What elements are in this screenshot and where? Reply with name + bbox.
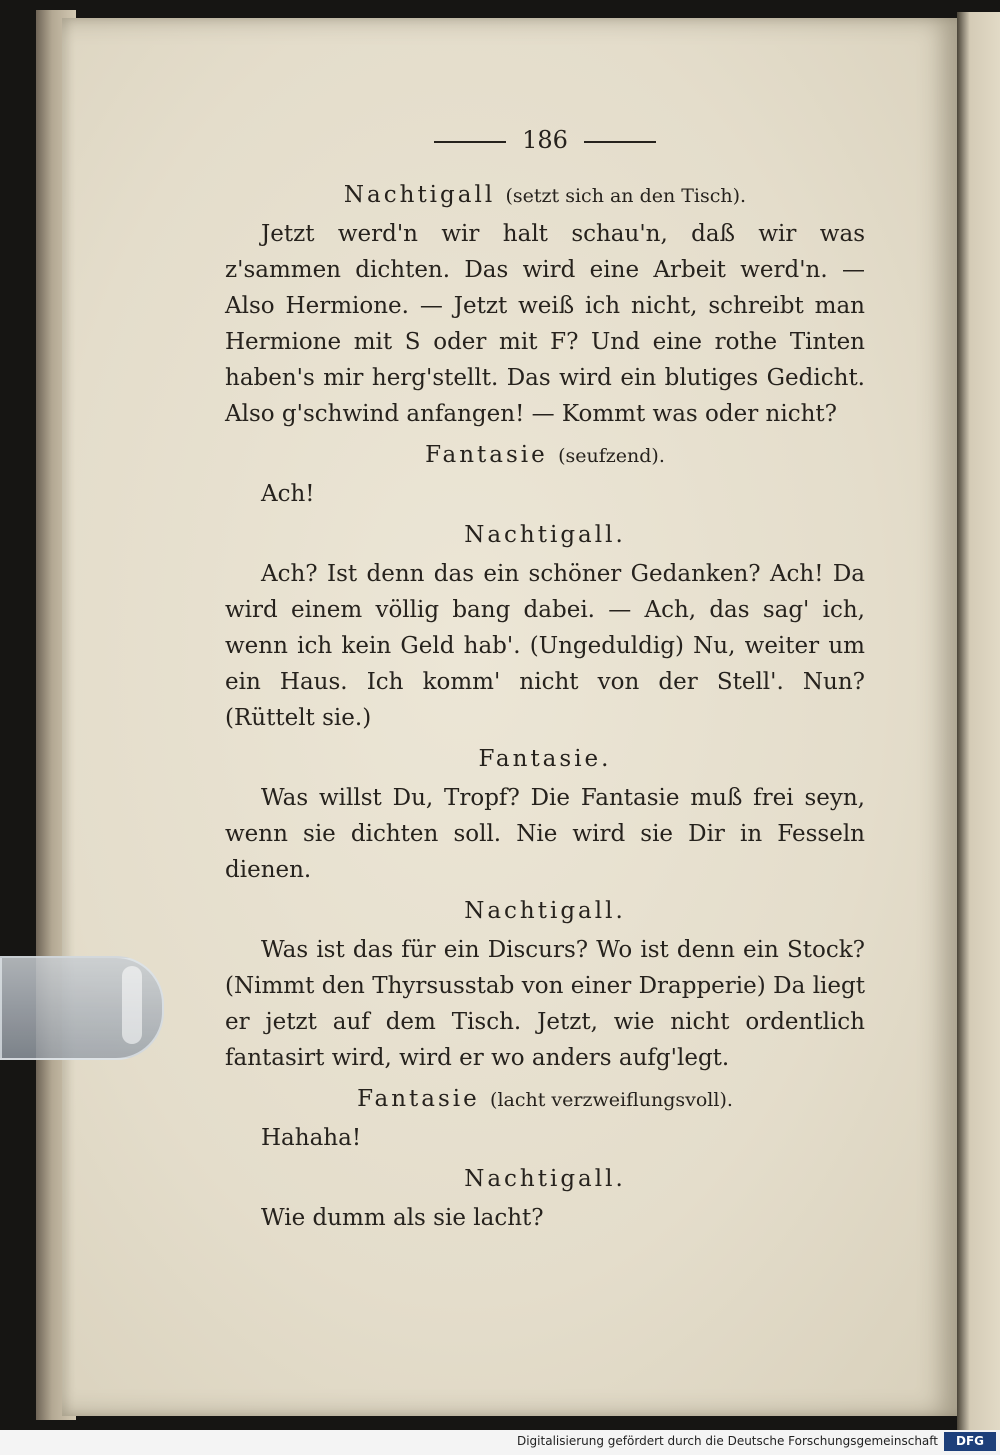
dialogue-paragraph: Was ist das für ein Discurs? Wo ist denn ein Stock? (Nimmt den Thyrsusstab von einer Drapperie) Da liegt er jetzt auf dem Tisch. Jetzt, wie nicht ordentlich fantasirt wird, wird er wo anders aufg'legt. (225, 937, 865, 1071)
stage-direction: (setzt sich an den Tisch). (505, 185, 747, 207)
speaker-heading (225, 1166, 865, 1192)
dialogue-paragraph: Was willst Du, Tropf? Die Fantasie muß frei seyn, wenn sie dichten soll. Nie wird sie Dir in Fesseln dienen. (225, 785, 865, 883)
clamp-highlight (122, 966, 142, 1044)
dialogue-paragraph: Wie dumm als sie lacht? (261, 1205, 544, 1231)
speaker-name: Fantasie (357, 1086, 480, 1112)
speaker-name: Fantasie (425, 442, 548, 468)
dialogue-paragraph: Ach? Ist denn das ein schöner Gedanken? Ach! Da wird einem völlig bang dabei. — Ach, das sag' ich, wenn ich kein Geld hab'. (Ungeduldig) Nu, weiter um ein Haus. Ich komm' nicht von der Stell'. Nun? (Rüttelt sie.) (225, 561, 865, 731)
speaker-heading (225, 522, 865, 548)
stage-direction: (lacht verzweiflungsvoll). (490, 1089, 733, 1111)
stage-direction: (seufzend). (558, 445, 665, 467)
page-header (225, 126, 865, 154)
page-text (225, 126, 865, 1244)
dfg-logo: DFG (944, 1432, 996, 1451)
speaker-heading (225, 182, 865, 208)
header-rule-right (584, 141, 656, 143)
speaker-name: Nachtigall. (464, 522, 626, 548)
speaker-heading (225, 746, 865, 772)
header-rule-left (434, 141, 506, 143)
dialogue-paragraph: Jetzt werd'n wir halt schau'n, daß wir was z'sammen dichten. Das wird eine Arbeit werd'n. — Also Hermione. — Jetzt weiß ich nicht, schreibt man Hermione mit S oder mit F? Und eine rothe Tinten haben's mir herg'stellt. Das wird ein blutiges Gedicht. Also g'schwind anfangen! — Kommt was oder nicht? (225, 221, 865, 427)
page-number: 186 (522, 126, 568, 154)
speaker-name: Fantasie. (478, 746, 612, 772)
dialogue-paragraph: Hahaha! (261, 1125, 362, 1151)
speaker-heading (225, 1086, 865, 1112)
speaker-heading (225, 442, 865, 468)
speaker-heading (225, 898, 865, 924)
speaker-name: Nachtigall. (464, 1166, 626, 1192)
speaker-name: Nachtigall (343, 182, 496, 208)
funding-credit: Digitalisierung gefördert durch die Deutsche Forschungsgemeinschaft (516, 1434, 938, 1448)
dialogue-paragraph: Ach! (261, 481, 315, 507)
speaker-name: Nachtigall. (464, 898, 626, 924)
facing-page-edge (957, 12, 1000, 1430)
